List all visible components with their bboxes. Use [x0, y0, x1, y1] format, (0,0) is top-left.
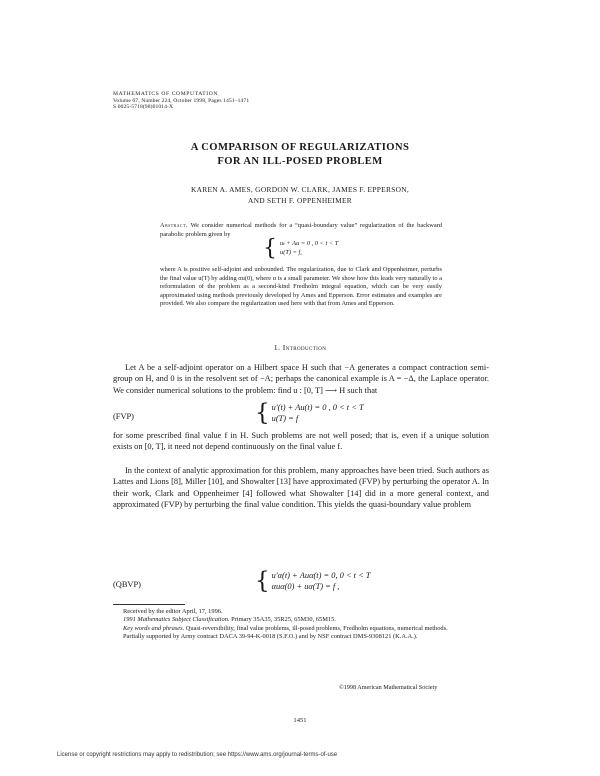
footnote-keywords-text: Quasi-reversibility, final value problems, ill-posed problems, Fredholm equations, numerical methods.	[185, 624, 448, 632]
abstract-system-line-2: u(T) = f,	[280, 249, 302, 256]
abstract-intro-text: We consider numerical methods for a “quasi-boundary value” regularization of the backward parabolic problem given by	[160, 222, 443, 238]
abstract-body: where A is positive self-adjoint and unbounded. The regularization, due to Clark and Oppenheimer, perturbs the final value u(T) by adding αu(0), where α is a small parameter. We show how this leads very naturally to a reformulation of the problem as a second-kind Fredholm integral equation, which can be very easily approximated using methods previously developed by Ames and Epperson. Error estimates and examples are provided. We also compare the regularization used here with that from Ames and Epperson.	[160, 266, 442, 308]
intro-paragraph-3	[113, 465, 489, 511]
section-heading	[0, 343, 600, 352]
footnote-msc-text: Primary 35A35, 35R25, 65M30, 65M15.	[231, 616, 336, 624]
footnotes	[113, 608, 489, 641]
authors-line-2: AND SETH F. OPPENHEIMER	[247, 195, 353, 205]
qbvp-line-2: αuα(0) + uα(T) = f ,	[271, 581, 340, 591]
journal-header	[113, 91, 249, 111]
authors-line-1: KAREN A. AMES, GORDON W. CLARK, JAMES F. EPPERSON,	[190, 185, 410, 194]
left-brace: {	[263, 236, 277, 261]
footnote-msc-label: 1991 Mathematics Subject Classification.	[123, 616, 230, 624]
volume-line: Volume 67, Number 224, October 1998, Pages 1451–1471	[113, 97, 250, 104]
issn: S 0025-5718(98)01014-X	[113, 104, 174, 111]
section-number: 1.	[273, 343, 281, 352]
fvp-line-2: u(T) = f	[271, 413, 299, 423]
abstract-intro	[160, 222, 442, 239]
qbvp-tag: (QBVP)	[113, 580, 141, 589]
abstract-system-line-1: uₜ + Au = 0 , 0 < t < T	[280, 240, 339, 248]
fvp-brace: {	[255, 400, 270, 426]
section-title: Introduction	[282, 343, 327, 352]
fvp-line-1: u′(t) + Au(t) = 0 , 0 < t < T	[271, 403, 364, 412]
intro-paragraph-1-text: Let A be a self-adjoint operator on a Hilbert space H such that −A generates a compact contraction semi-group on H, and 0 is in the resolvent set of −A; perhaps the canonical example is A = −Δ, the Laplace operator. We consider numerical solutions to the problem: find u : [0, T] ⟶ H such that	[113, 363, 489, 395]
footnote-keywords-label: Key words and phrases.	[123, 624, 185, 632]
authors	[0, 185, 600, 206]
title-line-1: A COMPARISON OF REGULARIZATIONS	[190, 142, 410, 153]
intro-paragraph-2: for some prescribed final value f in H. Such problems are not well posed; that is, even if a unique solution exists on [0, T], it need not depend continuously on the final value f.	[113, 431, 489, 452]
footnote-received: Received by the editor April, 17, 1996.	[123, 608, 223, 615]
footnote-rule	[113, 604, 185, 605]
paper-title	[0, 141, 600, 168]
journal-name: MATHEMATICS OF COMPUTATION	[113, 91, 218, 97]
intro-paragraph-1	[113, 362, 489, 396]
abstract-label: Abstract.	[160, 222, 188, 229]
qbvp-equation	[255, 570, 370, 593]
fvp-equation	[255, 402, 364, 425]
qbvp-brace: {	[255, 568, 270, 594]
license-notice: License or copyright restrictions may apply to redistribution; see https://www.ams.org/journal-terms-of-use	[57, 752, 338, 758]
footnote-msc	[113, 616, 489, 624]
footnote-keywords	[113, 625, 489, 633]
intro-paragraph-3-text: In the context of analytic approximation for this problem, many approaches have been tried. Such authors as Lattes and Lions [8], Miller [10], and Showalter [13] have approximated (FVP) by perturbing the operator A. In their work, Clark and Oppenheimer [4] followed what Showalter [14] did in a more general context, and approximated (FVP) by perturbing the final value condition. This yields the quasi-boundary value problem	[113, 466, 489, 510]
title-line-2: FOR AN ILL-POSED PROBLEM	[217, 155, 383, 167]
copyright: ©1998 American Mathematical Society	[339, 684, 438, 691]
qbvp-line-1: u′α(t) + Auα(t) = 0, 0 < t < T	[271, 571, 371, 580]
footnote-support: Partially supported by Army contract DACA 39-94-K-0018 (S.F.O.) and by NSF contract DMS-9308121 (K.A.A.).	[123, 632, 418, 640]
page-number: 1451	[293, 717, 307, 724]
abstract-system	[263, 236, 339, 261]
fvp-tag: (FVP)	[113, 412, 134, 421]
